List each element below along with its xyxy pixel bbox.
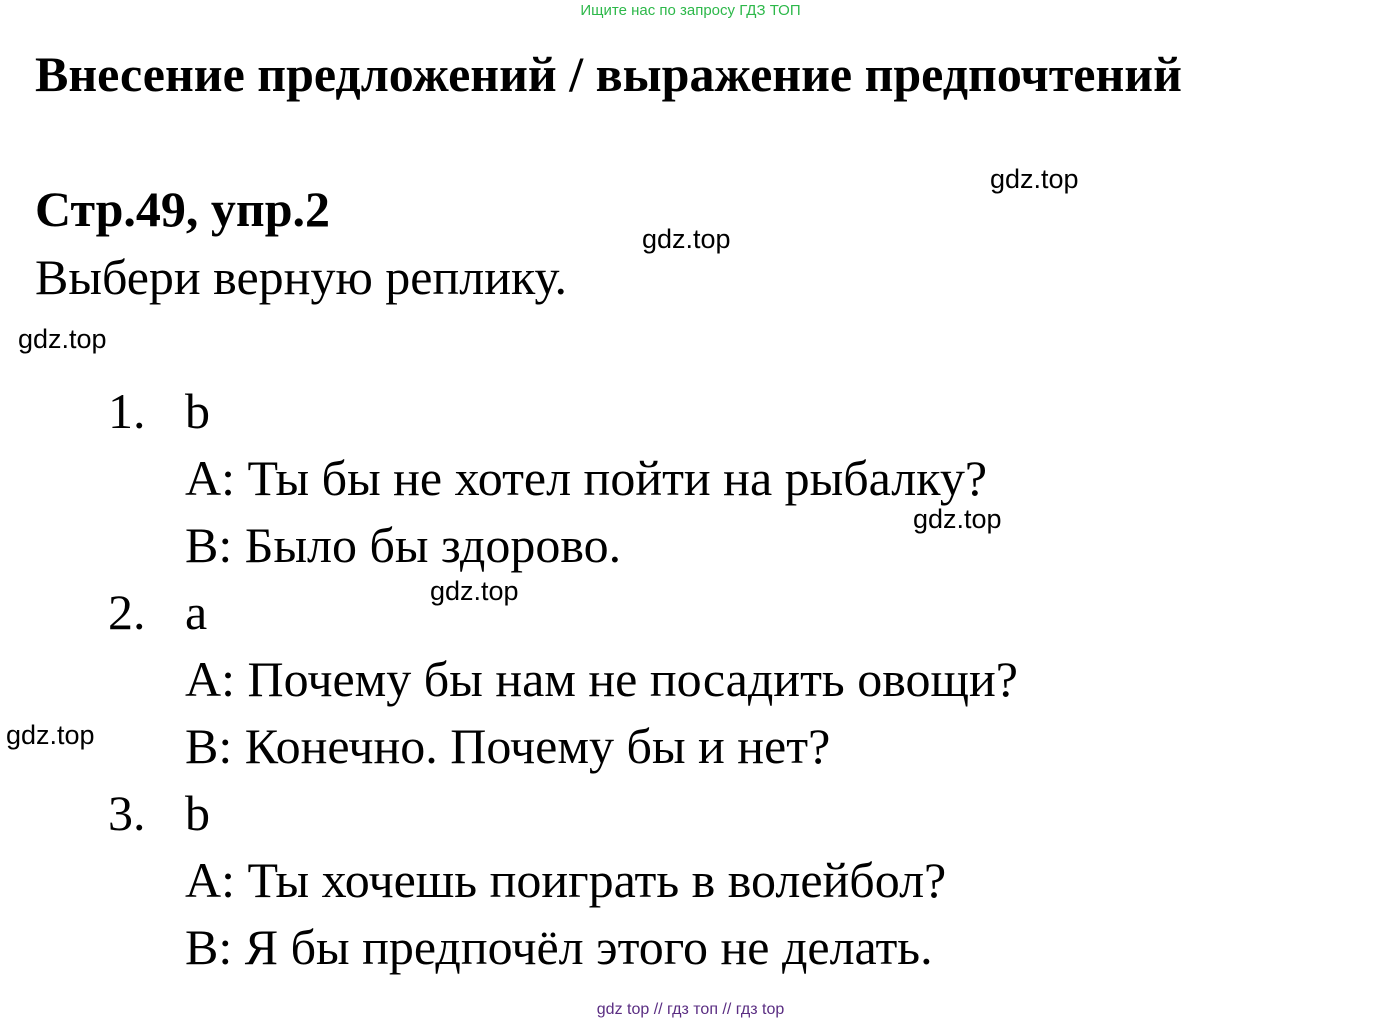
answer-number: 1. — [108, 383, 146, 439]
watermark: gdz.top — [642, 224, 731, 254]
dialog-line-b: B: Было бы здорово. — [185, 517, 622, 573]
dialog-line-a: A: Ты бы не хотел пойти на рыбалку? — [185, 450, 988, 506]
answer-letter: a — [185, 584, 208, 640]
dialog-line-a: A: Почему бы нам не посадить овощи? — [185, 651, 1018, 707]
watermark: gdz.top — [913, 504, 1002, 534]
answer-letter: b — [185, 785, 210, 841]
answer-number: 2. — [108, 584, 146, 640]
watermark: gdz.top — [990, 164, 1079, 194]
top-banner: Ищите нас по запросу ГДЗ ТОП — [580, 2, 801, 19]
dialog-line-b: B: Я бы предпочёл этого не делать. — [185, 919, 933, 975]
dialog-line-a: A: Ты хочешь поиграть в волейбол? — [185, 852, 947, 908]
watermark: gdz.top — [430, 576, 519, 606]
dialog-line-b: B: Конечно. Почему бы и нет? — [185, 718, 831, 774]
answer-letter: b — [185, 383, 210, 439]
footer-text: gdz top // гдз топ // гдз top — [596, 1001, 785, 1018]
page-title: Внесение предложений / выражение предпочтений — [35, 46, 1182, 102]
watermark: gdz.top — [6, 720, 95, 750]
instruction-text: Выбери верную реплику. — [35, 249, 568, 305]
watermark: gdz.top — [18, 324, 107, 354]
exercise-reference: Стр.49, упр.2 — [35, 181, 331, 237]
answer-number: 3. — [108, 785, 146, 841]
